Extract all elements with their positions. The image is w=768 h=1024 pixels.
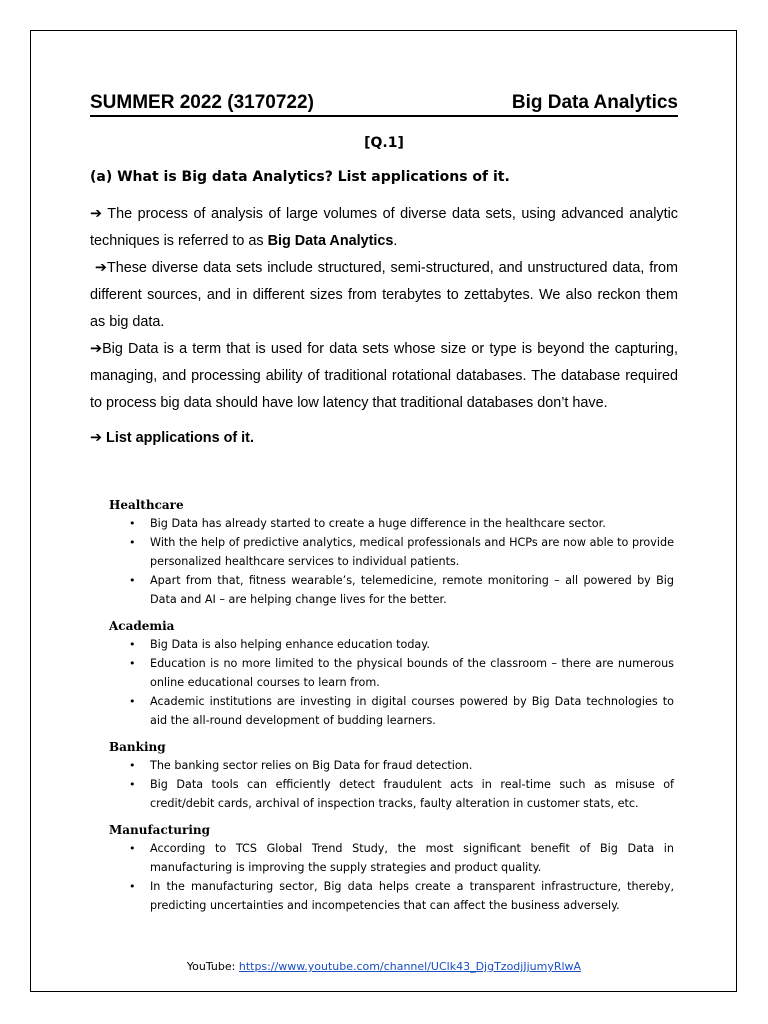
list-item: • Apart from that, fitness wearable’s, telemedicine, remote monitoring – all powered by Big Data and AI – are helping change lives for the better.: [109, 571, 674, 609]
section-title: Banking: [109, 740, 166, 754]
term-bold: Big Data Analytics: [267, 233, 394, 249]
bullet-icon: •: [129, 536, 136, 549]
bullet-icon: •: [129, 517, 136, 530]
list-item: • With the help of predictive analytics, medical professionals and HCPs are now able to provide personalized healthcare services to individual patients.: [109, 533, 674, 571]
document-body: [90, 90, 678, 449]
bullet-icon: •: [129, 657, 136, 670]
section-title: Manufacturing: [109, 823, 211, 837]
list-item: • Big Data is also helping enhance education today.: [109, 635, 674, 654]
list-item: • The banking sector relies on Big Data for fraud detection.: [109, 756, 674, 775]
arrow-icon: ➔: [90, 430, 103, 446]
exam-title: SUMMER 2022 (3170722): [90, 92, 314, 113]
applications-list: [109, 497, 674, 924]
list-item: • According to TCS Global Trend Study, the most significant benefit of Big Data in manufacturing is improving the supply strategies and product quality.: [109, 839, 674, 877]
bullet-icon: •: [129, 638, 136, 651]
section-banking: [109, 739, 674, 813]
paragraph-3: ➔Big Data is a term that is used for data sets whose size or type is beyond the capturing, managing, and processing ability of traditional rotational databases. The database required to process big data should have low latency that traditional databases don’t have.: [90, 341, 678, 411]
applications-heading: ➔ List applications of it.: [90, 430, 254, 446]
paragraph-2: ➔These diverse data sets include structured, semi-structured, and unstructured data, from different sources, and in different sizes from terabytes to zettabytes. We also reckon them as big data.: [90, 260, 678, 330]
footer-label: YouTube:: [186, 960, 239, 973]
footer: [0, 960, 768, 973]
bullet-icon: •: [129, 759, 136, 772]
question-number: [Q.1]: [364, 135, 404, 151]
section-title: Academia: [109, 619, 175, 633]
list-item: • Big Data tools can efficiently detect fraudulent acts in real-time such as misuse of credit/debit cards, archival of inspection tracks, faulty alteration in customer stats, etc.: [109, 775, 674, 813]
list-item: • Academic institutions are investing in digital courses powered by Big Data technologies to aid the all-round development of budding learners.: [109, 692, 674, 730]
list-item: • Education is no more limited to the physical bounds of the classroom – there are numerous online educational courses to learn from.: [109, 654, 674, 692]
section-manufacturing: [109, 822, 674, 915]
section-title: Healthcare: [109, 498, 184, 512]
arrow-icon: ➔: [90, 206, 103, 222]
section-healthcare: [109, 497, 674, 609]
arrow-icon: ➔: [94, 260, 107, 276]
bullet-icon: •: [129, 880, 136, 893]
question-heading: (a) What is Big data Analytics? List applications of it.: [90, 169, 510, 185]
section-academia: [109, 618, 674, 730]
subject-title: Big Data Analytics: [511, 92, 678, 113]
arrow-icon: ➔: [90, 341, 103, 357]
paragraph-1: ➔ The process of analysis of large volumes of diverse data sets, using advanced analytic techniques is referred to as Big Data Analytics.: [90, 206, 678, 249]
bullet-icon: •: [129, 778, 136, 791]
bullet-icon: •: [129, 574, 136, 587]
list-item: • Big Data has already started to create a huge difference in the healthcare sector.: [109, 514, 674, 533]
bullet-icon: •: [129, 842, 136, 855]
list-item: • In the manufacturing sector, Big data helps create a transparent infrastructure, thereby, predicting uncertainties and incompetencies that can affect the business adversely.: [109, 877, 674, 915]
bullet-icon: •: [129, 695, 136, 708]
document-header: [90, 90, 678, 117]
youtube-link[interactable]: https://www.youtube.com/channel/UClk43_DjgTzodjJjumyRlwA: [238, 960, 582, 973]
